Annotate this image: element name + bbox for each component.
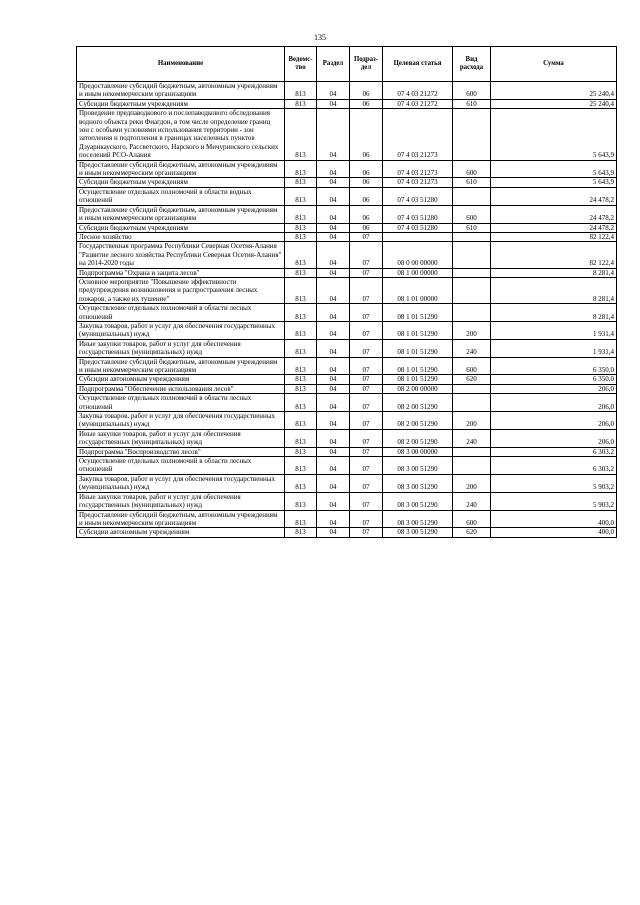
row-target: 08 0 00 00000 [383, 242, 453, 268]
row-sum: 1 931,4 [491, 339, 617, 357]
table-row [77, 339, 617, 357]
row-name: Подпрограмма "Охрана и защита лесов" [77, 268, 285, 277]
row-subsection: 07 [350, 474, 383, 492]
row-expense: 610 [453, 223, 491, 232]
row-name: Предоставление субсидий бюджетным, автономным учреждениям и иным некоммерческим организациям [77, 205, 285, 223]
row-dept: 813 [285, 384, 317, 393]
row-sum: 1 931,4 [491, 321, 617, 339]
table-row [77, 187, 617, 205]
row-expense [453, 268, 491, 277]
row-subsection: 06 [350, 178, 383, 187]
table-row [77, 304, 617, 322]
row-dept: 813 [285, 510, 317, 528]
row-subsection: 07 [350, 394, 383, 412]
row-target: 08 3 00 00000 [383, 447, 453, 456]
row-section: 04 [317, 394, 350, 412]
row-expense [453, 447, 491, 456]
row-expense: 200 [453, 321, 491, 339]
row-subsection: 07 [350, 384, 383, 393]
column-header-name: Наименование [77, 47, 285, 82]
row-section: 04 [317, 99, 350, 108]
row-target: 07 4 03 21273 [383, 160, 453, 178]
row-section: 04 [317, 82, 350, 100]
row-subsection: 07 [350, 304, 383, 322]
row-dept: 813 [285, 447, 317, 456]
row-name: Субсидии автономным учреждениям [77, 528, 285, 537]
row-expense: 600 [453, 510, 491, 528]
row-section: 04 [317, 510, 350, 528]
row-target: 08 2 00 00000 [383, 384, 453, 393]
row-subsection: 06 [350, 187, 383, 205]
row-expense: 200 [453, 412, 491, 430]
table-row [77, 160, 617, 178]
table-row [77, 394, 617, 412]
row-expense: 620 [453, 375, 491, 384]
table-row [77, 99, 617, 108]
table-row [77, 457, 617, 475]
row-section: 04 [317, 339, 350, 357]
row-target: 08 3 00 51290 [383, 492, 453, 510]
row-sum: 206,0 [491, 412, 617, 430]
row-dept: 813 [285, 474, 317, 492]
row-section: 04 [317, 375, 350, 384]
table-header-row [77, 47, 617, 82]
row-dept: 813 [285, 242, 317, 268]
row-name: Предоставление субсидий бюджетным, автономным учреждениям и иным некоммерческим организациям [77, 357, 285, 375]
column-header-expense: Вид расхода [453, 47, 491, 82]
row-dept: 813 [285, 232, 317, 241]
row-subsection: 06 [350, 82, 383, 100]
row-sum: 400,0 [491, 528, 617, 537]
row-name: Предоставление субсидий бюджетным, автономным учреждениям и иным некоммерческим организациям [77, 510, 285, 528]
row-name: Подпрограмма "Обеспечение использования лесов" [77, 384, 285, 393]
row-dept: 813 [285, 394, 317, 412]
column-header-sum: Сумма [491, 47, 617, 82]
table-row [77, 474, 617, 492]
row-name: Закупка товаров, работ и услуг для обеспечения государственных (муниципальных) нужд [77, 474, 285, 492]
row-dept: 813 [285, 99, 317, 108]
table-row [77, 528, 617, 537]
row-name: Иные закупки товаров, работ и услуг для обеспечения государственных (муниципальных) нужд [77, 492, 285, 510]
row-expense: 600 [453, 205, 491, 223]
row-target: 08 3 00 51290 [383, 510, 453, 528]
row-dept: 813 [285, 82, 317, 100]
table-row [77, 205, 617, 223]
table-row [77, 357, 617, 375]
row-subsection: 07 [350, 429, 383, 447]
row-sum: 5 903,2 [491, 492, 617, 510]
row-sum: 8 281,4 [491, 304, 617, 322]
row-sum: 8 281,4 [491, 268, 617, 277]
row-subsection: 07 [350, 321, 383, 339]
row-section: 04 [317, 178, 350, 187]
row-sum: 8 281,4 [491, 277, 617, 303]
row-subsection: 07 [350, 357, 383, 375]
row-dept: 813 [285, 178, 317, 187]
row-section: 04 [317, 492, 350, 510]
row-expense [453, 394, 491, 412]
row-expense: 600 [453, 160, 491, 178]
row-subsection: 06 [350, 109, 383, 160]
row-subsection: 07 [350, 339, 383, 357]
row-dept: 813 [285, 339, 317, 357]
row-sum: 82 122,4 [491, 232, 617, 241]
row-subsection: 07 [350, 268, 383, 277]
row-subsection: 07 [350, 375, 383, 384]
row-target: 08 1 00 00000 [383, 268, 453, 277]
row-sum: 25 240,4 [491, 99, 617, 108]
row-expense: 620 [453, 528, 491, 537]
row-section: 04 [317, 232, 350, 241]
row-target: 08 1 01 00000 [383, 277, 453, 303]
row-section: 04 [317, 223, 350, 232]
row-name: Субсидии автономным учреждениям [77, 375, 285, 384]
row-subsection: 07 [350, 447, 383, 456]
row-dept: 813 [285, 457, 317, 475]
table-row [77, 447, 617, 456]
row-dept: 813 [285, 429, 317, 447]
row-name: Государственная программа Республики Северная Осетия-Алания "Развитие лесного хозяйства Республики Северная Осетия-Алания" на 2014-2020 годы [77, 242, 285, 268]
row-target: 07 4 03 51280 [383, 187, 453, 205]
row-expense: 610 [453, 178, 491, 187]
row-section: 04 [317, 357, 350, 375]
table-row [77, 268, 617, 277]
row-sum: 206,0 [491, 384, 617, 393]
row-sum: 206,0 [491, 429, 617, 447]
row-expense [453, 187, 491, 205]
row-sum: 24 478,2 [491, 187, 617, 205]
row-subsection: 07 [350, 510, 383, 528]
column-header-section: Раздел [317, 47, 350, 82]
row-sum: 206,0 [491, 394, 617, 412]
row-target: 08 1 01 51290 [383, 357, 453, 375]
row-dept: 813 [285, 357, 317, 375]
row-target: 07 4 03 51280 [383, 205, 453, 223]
row-subsection: 07 [350, 528, 383, 537]
table-row [77, 232, 617, 241]
row-expense [453, 242, 491, 268]
budget-table [76, 46, 617, 538]
row-target: 08 3 00 51290 [383, 457, 453, 475]
row-sum: 24 478,2 [491, 205, 617, 223]
row-dept: 813 [285, 375, 317, 384]
row-name: Закупка товаров, работ и услуг для обеспечения государственных (муниципальных) нужд [77, 412, 285, 430]
row-target: 08 2 00 51290 [383, 429, 453, 447]
page-number: 135 [314, 33, 326, 42]
row-target: 08 2 00 51290 [383, 412, 453, 430]
row-dept: 813 [285, 528, 317, 537]
table-row [77, 242, 617, 268]
row-subsection: 07 [350, 242, 383, 268]
row-expense [453, 384, 491, 393]
row-section: 04 [317, 304, 350, 322]
table-row [77, 109, 617, 160]
row-section: 04 [317, 384, 350, 393]
row-expense: 600 [453, 82, 491, 100]
row-sum: 5 903,2 [491, 474, 617, 492]
row-expense: 240 [453, 339, 491, 357]
table-row [77, 375, 617, 384]
row-dept: 813 [285, 277, 317, 303]
row-section: 04 [317, 447, 350, 456]
row-sum: 6 303,2 [491, 447, 617, 456]
row-sum: 5 643,9 [491, 109, 617, 160]
row-expense [453, 457, 491, 475]
column-header-subsection: Подраз-дел [350, 47, 383, 82]
row-target: 08 2 00 51290 [383, 394, 453, 412]
row-name: Предоставление субсидий бюджетным, автономным учреждениям и иным некоммерческим организациям [77, 160, 285, 178]
row-section: 04 [317, 160, 350, 178]
row-expense: 600 [453, 357, 491, 375]
table-row [77, 82, 617, 100]
row-target: 07 4 03 21272 [383, 99, 453, 108]
row-target: 07 4 03 21273 [383, 109, 453, 160]
row-expense [453, 109, 491, 160]
row-section: 04 [317, 474, 350, 492]
row-name: Субсидии бюджетным учреждениям [77, 99, 285, 108]
row-subsection: 06 [350, 205, 383, 223]
row-name: Иные закупки товаров, работ и услуг для обеспечения государственных (муниципальных) нужд [77, 429, 285, 447]
row-target: 08 1 01 51290 [383, 304, 453, 322]
row-dept: 813 [285, 109, 317, 160]
row-target: 08 3 00 51290 [383, 528, 453, 537]
row-section: 04 [317, 528, 350, 537]
table-row [77, 384, 617, 393]
row-target: 07 4 03 21273 [383, 178, 453, 187]
row-dept: 813 [285, 268, 317, 277]
row-target [383, 232, 453, 241]
row-name: Осуществление отдельных полномочий в области лесных отношений [77, 304, 285, 322]
row-expense: 200 [453, 474, 491, 492]
column-header-target: Целевая статья [383, 47, 453, 82]
row-target: 08 1 01 51290 [383, 375, 453, 384]
row-name: Проведение предпаводкового и послепаводкового обследования водного объекта реки Фиагдон, в том числе определение границ зон с особыми условиями использования территории - зон затопления и подтопления в границах населенных пунктов Дзуарикауского, Рассветского, Нарского и Мичуринского сельских поселений РСО-Алания [77, 109, 285, 160]
row-section: 04 [317, 457, 350, 475]
row-subsection: 06 [350, 99, 383, 108]
row-expense: 240 [453, 492, 491, 510]
row-expense [453, 277, 491, 303]
row-section: 04 [317, 321, 350, 339]
row-section: 04 [317, 205, 350, 223]
table-row [77, 321, 617, 339]
row-dept: 813 [285, 223, 317, 232]
row-name: Субсидии бюджетным учреждениям [77, 178, 285, 187]
row-name: Подпрограмма "Воспроизводство лесов" [77, 447, 285, 456]
row-name: Осуществление отдельных полномочий в области лесных отношений [77, 457, 285, 475]
row-name: Осуществление отдельных полномочий в области водных отношений [77, 187, 285, 205]
row-expense [453, 232, 491, 241]
row-target: 08 1 01 51290 [383, 321, 453, 339]
row-subsection: 07 [350, 492, 383, 510]
row-sum: 400,0 [491, 510, 617, 528]
row-subsection: 07 [350, 457, 383, 475]
row-name: Закупка товаров, работ и услуг для обеспечения государственных (муниципальных) нужд [77, 321, 285, 339]
row-name: Субсидии бюджетным учреждениям [77, 223, 285, 232]
row-sum: 24 478,2 [491, 223, 617, 232]
table-row [77, 492, 617, 510]
row-target: 08 3 00 51290 [383, 474, 453, 492]
row-sum: 6 350,0 [491, 357, 617, 375]
row-dept: 813 [285, 412, 317, 430]
row-section: 04 [317, 429, 350, 447]
table-row [77, 277, 617, 303]
row-expense [453, 304, 491, 322]
row-sum: 25 240,4 [491, 82, 617, 100]
row-section: 04 [317, 109, 350, 160]
row-section: 04 [317, 187, 350, 205]
row-dept: 813 [285, 205, 317, 223]
row-section: 04 [317, 242, 350, 268]
column-header-dept: Ведомс-тво [285, 47, 317, 82]
row-sum: 6 350,0 [491, 375, 617, 384]
table-body [77, 82, 617, 538]
row-target: 07 4 03 21272 [383, 82, 453, 100]
row-section: 04 [317, 412, 350, 430]
table-row [77, 178, 617, 187]
row-sum: 82 122,4 [491, 242, 617, 268]
row-sum: 6 303,2 [491, 457, 617, 475]
row-dept: 813 [285, 304, 317, 322]
row-subsection: 06 [350, 160, 383, 178]
row-subsection: 07 [350, 412, 383, 430]
row-name: Осуществление отдельных полномочий в области лесных отношений [77, 394, 285, 412]
row-dept: 813 [285, 160, 317, 178]
row-sum: 5 643,9 [491, 160, 617, 178]
row-subsection: 06 [350, 223, 383, 232]
row-name: Предоставление субсидий бюджетным, автономным учреждениям и иным некоммерческим организациям [77, 82, 285, 100]
row-dept: 813 [285, 187, 317, 205]
row-name: Основное мероприятие "Повышение эффективности предупреждения возникновения и распространения лесных пожаров, а также их тушение" [77, 277, 285, 303]
table-row [77, 429, 617, 447]
row-dept: 813 [285, 321, 317, 339]
row-subsection: 07 [350, 232, 383, 241]
row-name: Лесное хозяйство [77, 232, 285, 241]
table-row [77, 223, 617, 232]
row-expense: 610 [453, 99, 491, 108]
row-name: Иные закупки товаров, работ и услуг для обеспечения государственных (муниципальных) нужд [77, 339, 285, 357]
row-subsection: 07 [350, 277, 383, 303]
row-target: 07 4 03 51280 [383, 223, 453, 232]
row-sum: 5 643,9 [491, 178, 617, 187]
row-expense: 240 [453, 429, 491, 447]
row-section: 04 [317, 268, 350, 277]
table-row [77, 510, 617, 528]
table-row [77, 412, 617, 430]
row-dept: 813 [285, 492, 317, 510]
row-section: 04 [317, 277, 350, 303]
row-target: 08 1 01 51290 [383, 339, 453, 357]
